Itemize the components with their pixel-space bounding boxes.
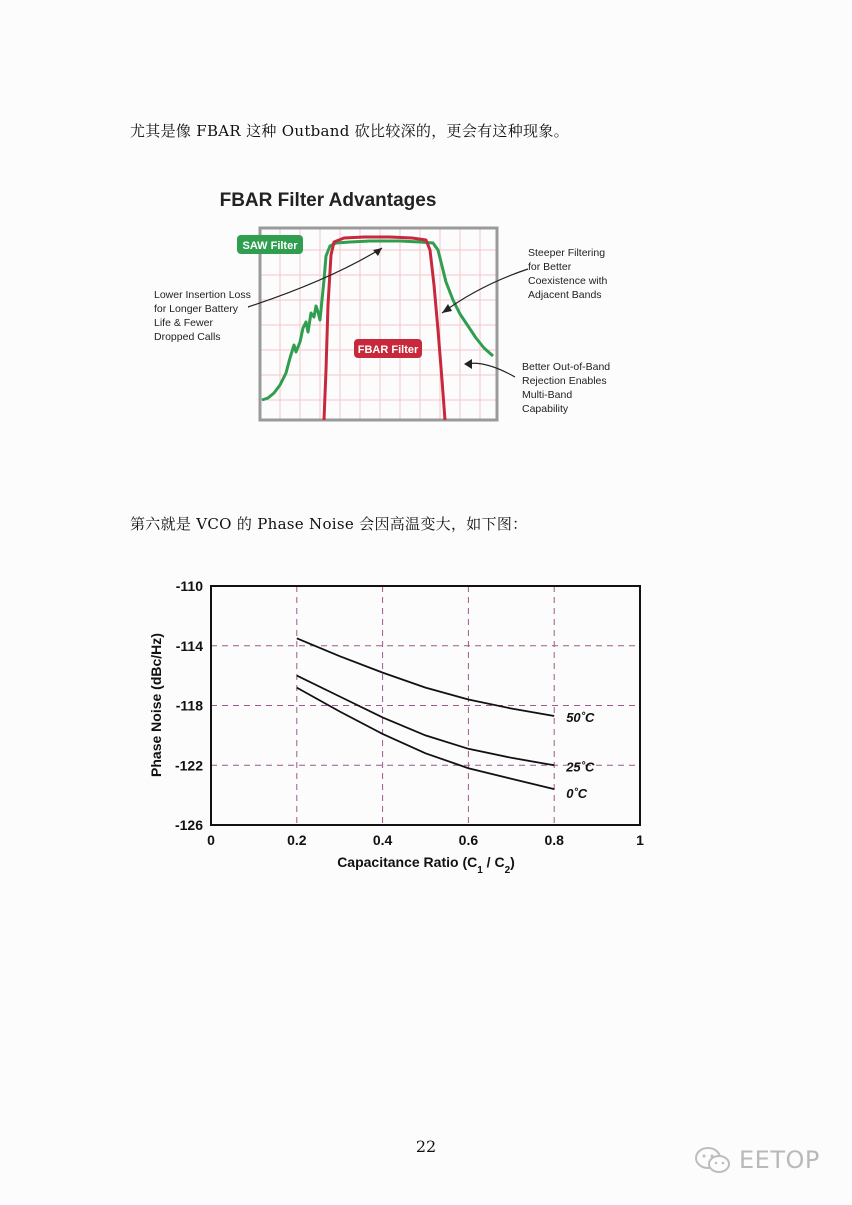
x-axis-ticks bbox=[207, 832, 644, 848]
paragraph-vco-phase-noise: 第六就是 VCO 的 Phase Noise 会因高温变大，如下图： bbox=[130, 515, 528, 533]
y-axis-label: Phase Noise (dBc/Hz) bbox=[148, 633, 164, 777]
x-axis-sub-2: 2 bbox=[504, 864, 511, 876]
series-labels bbox=[565, 710, 595, 801]
x-axis-label-mid: / C bbox=[482, 854, 505, 870]
y-tick-label: -122 bbox=[174, 757, 203, 774]
page-number: 22 bbox=[415, 1137, 437, 1156]
x-tick-label: 0.4 bbox=[372, 832, 393, 848]
chart-series bbox=[297, 638, 554, 789]
x-axis-label-end: ) bbox=[510, 854, 515, 870]
y-tick-label: -118 bbox=[175, 697, 203, 714]
annotation-right-top-line: Adjacent Bands bbox=[528, 289, 602, 301]
annotation-right-top-line: Steeper Filtering bbox=[528, 247, 606, 259]
paragraph-fbar-outband: 尤其是像 FBAR 这种 Outband 砍比较深的，更会有这种现象。 bbox=[130, 122, 569, 140]
x-tick-label: 0.8 bbox=[544, 832, 564, 848]
x-tick-label: 0 bbox=[207, 832, 215, 848]
annotation-right-bottom-line: Multi-Band bbox=[522, 389, 573, 401]
saw-filter-label: SAW Filter bbox=[242, 240, 298, 252]
x-tick-label: 1 bbox=[636, 832, 644, 848]
y-tick-label: -110 bbox=[175, 578, 203, 594]
annotation-left bbox=[154, 289, 251, 343]
series-line bbox=[297, 676, 554, 766]
series-label: 50˚C bbox=[566, 709, 595, 725]
annotation-right-top-line: Coexistence with bbox=[528, 275, 608, 287]
annotation-right-bottom-line: Better Out-of-Band bbox=[522, 361, 611, 373]
series-label: 0˚C bbox=[566, 786, 588, 802]
x-tick-label: 0.6 bbox=[458, 832, 479, 848]
wechat-icon bbox=[693, 1145, 733, 1175]
x-axis-label bbox=[337, 854, 515, 876]
annotation-right-top-line: for Better bbox=[528, 261, 572, 273]
saw-filter-curve bbox=[262, 241, 493, 400]
annotation-left-line: Dropped Calls bbox=[154, 331, 221, 343]
series-line bbox=[297, 638, 554, 716]
annotation-right-bottom-line: Rejection Enables bbox=[522, 375, 607, 387]
watermark bbox=[693, 1143, 833, 1177]
fbar-plot-frame bbox=[260, 228, 497, 420]
y-tick-label: -126 bbox=[174, 817, 203, 833]
annotation-right-top bbox=[528, 247, 608, 301]
fbar-filter-figure bbox=[150, 180, 620, 430]
fbar-filter-tag bbox=[354, 339, 422, 358]
fbar-plot-grid bbox=[260, 228, 497, 420]
saw-filter-tag bbox=[237, 235, 303, 254]
y-tick-label: -114 bbox=[175, 637, 203, 654]
fbar-filter-curve bbox=[324, 237, 445, 420]
annotation-left-line: Lower Insertion Loss bbox=[154, 289, 251, 301]
annotation-left-line: Life & Fewer bbox=[154, 317, 213, 329]
phase-noise-chart bbox=[140, 570, 660, 880]
fbar-figure-title: FBAR Filter Advantages bbox=[219, 190, 437, 211]
x-axis-label-main: Capacitance Ratio (C bbox=[337, 854, 478, 870]
watermark-text: EETOP bbox=[739, 1146, 820, 1174]
series-label: 25˚C bbox=[566, 759, 595, 775]
annotation-left-line: for Longer Battery bbox=[154, 303, 239, 315]
y-axis-ticks bbox=[175, 578, 203, 833]
fbar-filter-label: FBAR Filter bbox=[357, 344, 419, 356]
series-line bbox=[297, 688, 554, 790]
annotation-right-bottom bbox=[522, 361, 610, 415]
x-tick-label: 0.2 bbox=[287, 832, 307, 848]
x-axis-sub-1: 1 bbox=[477, 864, 483, 876]
annotation-right-bottom-line: Capability bbox=[522, 403, 569, 415]
